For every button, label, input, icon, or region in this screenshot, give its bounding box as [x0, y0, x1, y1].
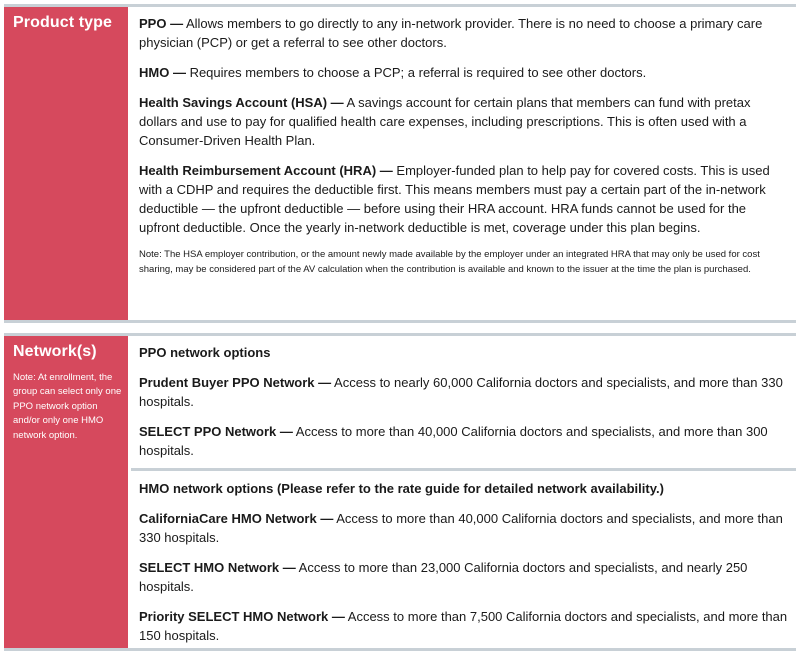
ppo-network-heading: PPO network options — [139, 345, 271, 360]
priority-select-network — [139, 607, 790, 645]
select-ppo-network — [139, 422, 790, 460]
hra-definition — [139, 161, 790, 237]
networks-section — [4, 333, 796, 651]
ppo-term: PPO — — [139, 16, 184, 31]
product-type-content — [128, 7, 796, 320]
select-hmo-text: Access to more than 23,000 California doctors and specialists, and nearly 250 hospitals. — [139, 560, 748, 594]
select-hmo-network — [139, 558, 790, 596]
priority-select-term: Priority SELECT HMO Network — — [139, 609, 345, 624]
hsa-definition — [139, 93, 790, 150]
priority-select-text: Access to more than 7,500 California doctors and specialists, and more than 150 hospitals. — [139, 609, 788, 643]
select-ppo-text: Access to more than 40,000 California doctors and specialists, and more than 300 hospitals. — [139, 424, 768, 458]
networks-enrollment-note: Note: At enrollment, the group can select only one PPO network option and/or only one HMO network option. — [13, 372, 122, 441]
prudent-buyer-network — [139, 373, 790, 411]
hra-term: Health Reimbursement Account (HRA) — — [139, 163, 393, 178]
hsa-text: A savings account for certain plans that members can fund with pretax dollars and use to pay for qualified health care expenses, including prescriptions. This is often used with a Consumer-Driven Health Plan. — [139, 95, 751, 148]
prudent-buyer-term: Prudent Buyer PPO Network — — [139, 375, 332, 390]
product-type-label-cell — [4, 7, 128, 320]
hsa-contribution-note: Note: The HSA employer contribution, or the amount newly made available by the employer under an integrated HRA that may only be used for cost sharing, may be considered part of the AV calculation when the contribution is available and known to the issuer at the time the plan is purchased. — [139, 249, 760, 275]
hmo-network-heading: HMO network options (Please refer to the rate guide for detailed network availability.) — [139, 481, 664, 496]
ppo-text: Allows members to go directly to any in-network provider. There is no need to choose a primary care physician (PCP) or get a referral to see other doctors. — [139, 16, 763, 50]
networks-content — [128, 336, 796, 648]
californiacare-text: Access to more than 40,000 California doctors and specialists, and more than 330 hospitals. — [139, 511, 783, 545]
networks-label-cell — [4, 336, 128, 648]
select-ppo-term: SELECT PPO Network — — [139, 424, 293, 439]
ppo-definition — [139, 14, 790, 52]
networks-title: Network(s) — [13, 343, 97, 360]
californiacare-network — [139, 509, 790, 547]
californiacare-term: CaliforniaCare HMO Network — — [139, 511, 334, 526]
select-hmo-term: SELECT HMO Network — — [139, 560, 296, 575]
hmo-definition — [139, 63, 790, 82]
hmo-text: Requires members to choose a PCP; a referral is required to see other doctors. — [185, 65, 647, 80]
prudent-buyer-text: Access to nearly 60,000 California doctors and specialists, and more than 330 hospitals. — [139, 375, 783, 409]
hmo-term: HMO — — [139, 65, 186, 80]
product-type-section — [4, 4, 796, 323]
hra-text: Employer-funded plan to help pay for covered costs. This is used with a CDHP and requires the deductible first. This means members must pay a certain part of the in-network deductible — the upfront deductible — before using their HRA account. HRA funds cannot be used for the upfront deductible. Once the yearly in-network deductible is met, coverage under this plan begins. — [139, 163, 770, 235]
hsa-term: Health Savings Account (HSA) — — [139, 95, 344, 110]
product-type-title: Product type — [13, 14, 112, 31]
